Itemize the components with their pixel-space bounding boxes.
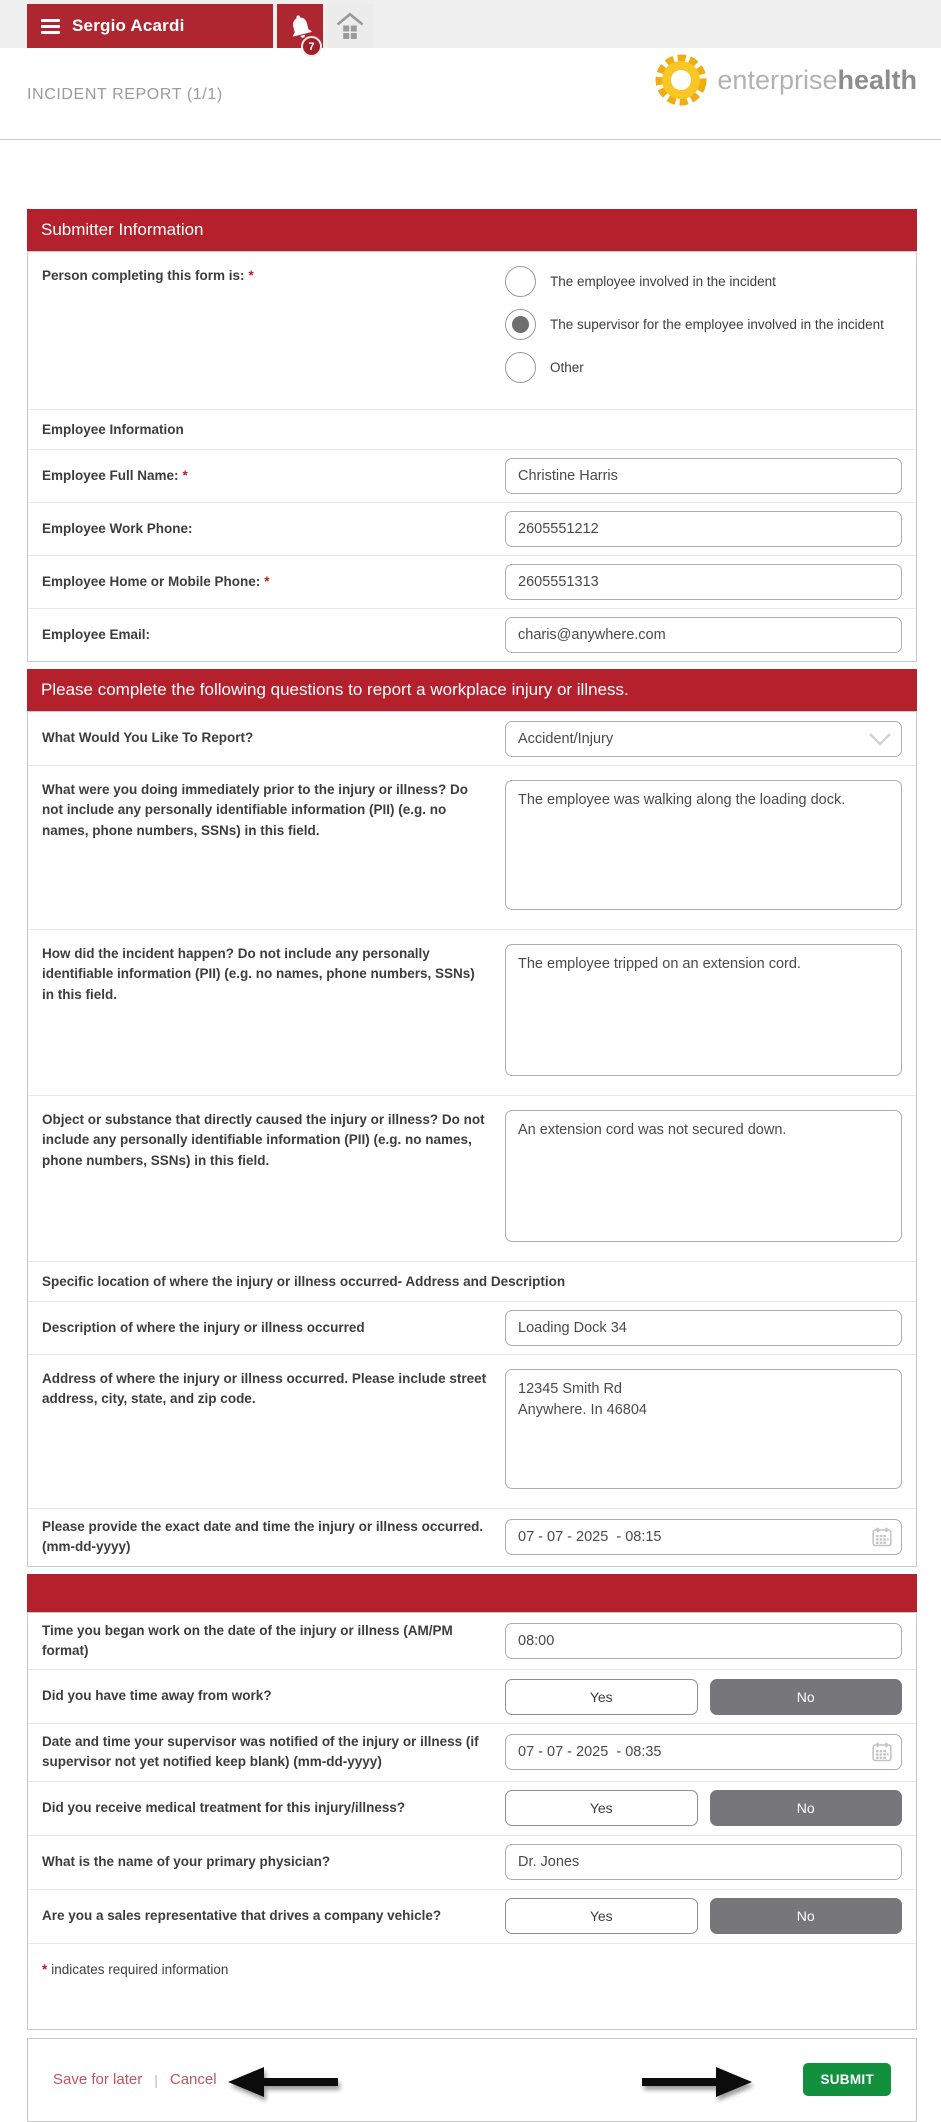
- logo-text-light: enterprise: [717, 64, 838, 95]
- medical-treatment-yes-button[interactable]: Yes: [505, 1790, 698, 1826]
- required-asterisk: *: [182, 467, 188, 483]
- sun-logo-icon: [653, 52, 709, 108]
- field-label: What is the name of your primary physician?: [42, 1853, 331, 1869]
- save-for-later-link[interactable]: Save for later: [53, 2071, 143, 2088]
- form-footer: [27, 2038, 917, 2122]
- incident-report-form: [27, 209, 917, 2122]
- employee-mobile-phone-input[interactable]: [505, 564, 902, 600]
- time-began-input[interactable]: [505, 1623, 902, 1659]
- user-name: Sergio Acardi: [72, 16, 185, 35]
- enterprise-health-logo: [653, 52, 917, 108]
- supervisor-notified-input[interactable]: [505, 1734, 902, 1770]
- employee-work-phone-row: [28, 503, 916, 556]
- location-description-row: [28, 1302, 916, 1355]
- required-asterisk: *: [264, 573, 270, 589]
- incident-datetime-input[interactable]: [505, 1519, 902, 1555]
- field-label: How did the incident happen? Do not include any personally identifiable information (PII) (e.g. no names, phone numbers, SSNs) in this field.: [42, 946, 475, 1002]
- field-label: Description of where the injury or illness occurred: [42, 1319, 365, 1335]
- submitter-panel: [27, 251, 917, 662]
- required-asterisk: *: [42, 1961, 48, 1977]
- employee-mobile-phone-row: [28, 556, 916, 609]
- left-arrow-annotation: [226, 2065, 338, 2099]
- radio-option-other[interactable]: Other: [505, 352, 902, 383]
- location-description-input[interactable]: [505, 1310, 902, 1346]
- required-asterisk: *: [248, 268, 254, 283]
- user-menu-button[interactable]: [27, 4, 273, 48]
- field-label: Date and time your supervisor was notified of the injury or illness (if supervisor not yet notified keep blank) (mm-dd-yyyy): [42, 1734, 479, 1770]
- field-label: Please provide the exact date and time the injury or illness occurred. (mm-dd-yyyy): [42, 1519, 484, 1555]
- how-happened-textarea[interactable]: [505, 944, 902, 1076]
- report-type-row: [28, 712, 916, 766]
- radio-option-employee[interactable]: The employee involved in the incident: [505, 266, 902, 297]
- right-arrow-annotation: [642, 2065, 754, 2099]
- field-label: Employee Email:: [42, 626, 151, 642]
- sales-rep-row: [28, 1890, 916, 1944]
- medical-treatment-row: [28, 1782, 916, 1836]
- field-label: Person completing this form is: *: [42, 268, 254, 283]
- radio-circle[interactable]: [505, 266, 536, 297]
- time-began-row: [28, 1613, 916, 1671]
- employee-full-name-input[interactable]: [505, 458, 902, 494]
- section-header-questions: Please complete the following questions to report a workplace injury or illness.: [27, 669, 917, 711]
- medical-treatment-no-button[interactable]: No: [710, 1790, 903, 1826]
- time-away-row: [28, 1670, 916, 1724]
- physician-row: [28, 1836, 916, 1890]
- followup-panel: [27, 1612, 917, 2030]
- home-icon: [335, 12, 365, 40]
- link-separator: |: [154, 2071, 158, 2088]
- field-label: Time you began work on the date of the injury or illness (AM/PM format): [42, 1622, 453, 1658]
- sales-rep-no-button[interactable]: No: [710, 1898, 903, 1934]
- page-title: INCIDENT REPORT (1/1): [27, 86, 223, 103]
- prior-activity-textarea[interactable]: [505, 780, 902, 910]
- field-label: Are you a sales representative that drives a company vehicle?: [42, 1907, 442, 1923]
- specific-location-heading: Specific location of where the injury or illness occurred- Address and Description: [28, 1262, 916, 1302]
- field-label: Address of where the injury or illness occurred. Please include street address, city, state, and zip code.: [42, 1371, 487, 1407]
- section-header-blank: [27, 1574, 917, 1612]
- radio-circle[interactable]: [505, 352, 536, 383]
- radio-option-supervisor[interactable]: The supervisor for the employee involved in the incident: [505, 309, 902, 340]
- home-button[interactable]: [327, 4, 373, 48]
- hamburger-icon: [41, 19, 60, 34]
- field-label: Employee Home or Mobile Phone: *: [42, 573, 270, 589]
- physician-input[interactable]: [505, 1844, 902, 1880]
- person-completing-radio-group: [505, 266, 902, 383]
- field-label: Employee Full Name: *: [42, 467, 188, 483]
- notification-badge[interactable]: 7: [301, 36, 322, 57]
- employee-email-row: [28, 609, 916, 661]
- submit-button[interactable]: SUBMIT: [803, 2063, 891, 2096]
- field-label: Object or substance that directly caused the injury or illness? Do not include any personally identifiable information (PII) (e.g. no names, phone numbers, SSNs) in this field.: [42, 1112, 485, 1168]
- object-substance-row: [28, 1096, 916, 1262]
- logo-text-bold: health: [837, 64, 917, 95]
- employee-information-heading: Employee Information: [28, 410, 916, 450]
- chevron-down-icon: [868, 732, 892, 747]
- employee-full-name-row: [28, 450, 916, 503]
- field-label: Did you have time away from work?: [42, 1688, 272, 1704]
- employee-email-input[interactable]: [505, 617, 902, 653]
- cancel-link[interactable]: Cancel: [169, 2071, 217, 2088]
- time-away-no-button[interactable]: No: [710, 1679, 903, 1715]
- incident-datetime-row: [28, 1509, 916, 1566]
- required-information-note: * indicates required information: [42, 1961, 229, 1977]
- field-label: Employee Work Phone:: [42, 520, 193, 536]
- field-label: What were you doing immediately prior to the injury or illness? Do not include any personally identifiable information (PII) (e.g. no names, phone numbers, SSNs) in this field.: [42, 782, 469, 838]
- radio-circle-selected[interactable]: [505, 309, 536, 340]
- questions-panel: [27, 711, 917, 1567]
- field-label: Did you receive medical treatment for this injury/illness?: [42, 1799, 406, 1815]
- field-label: What Would You Like To Report?: [42, 730, 254, 746]
- section-header-submitter: Submitter Information: [27, 209, 917, 251]
- time-away-yes-button[interactable]: Yes: [505, 1679, 698, 1715]
- employee-work-phone-input[interactable]: [505, 511, 902, 547]
- object-substance-textarea[interactable]: [505, 1110, 902, 1242]
- header-divider: [0, 139, 941, 140]
- location-address-row: [28, 1355, 916, 1509]
- supervisor-notified-row: [28, 1724, 916, 1782]
- report-type-select[interactable]: Accident/Injury: [505, 721, 902, 757]
- prior-activity-row: [28, 766, 916, 930]
- person-completing-row: [28, 252, 916, 410]
- how-happened-row: [28, 930, 916, 1096]
- sales-rep-yes-button[interactable]: Yes: [505, 1898, 698, 1934]
- location-address-textarea[interactable]: [505, 1369, 902, 1489]
